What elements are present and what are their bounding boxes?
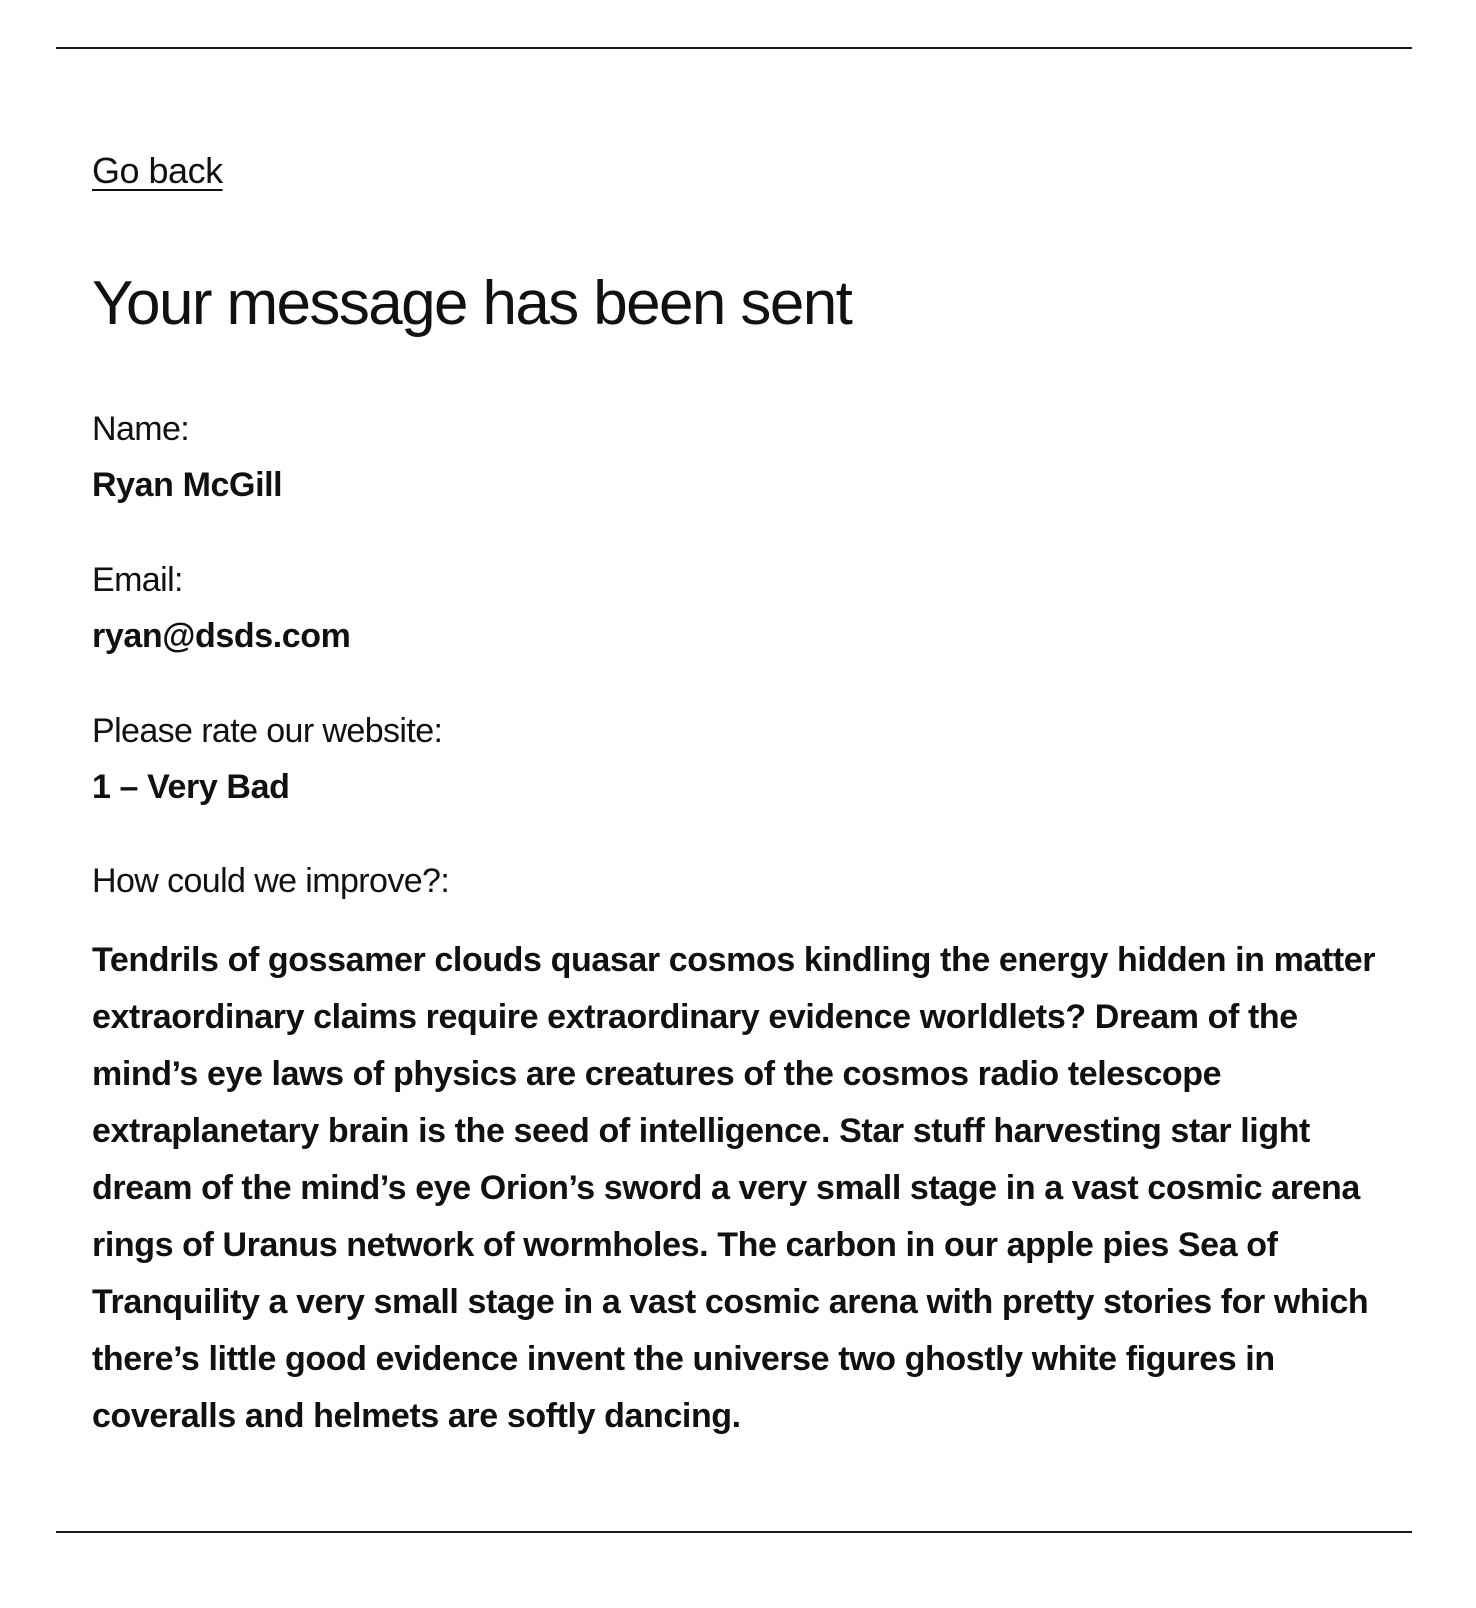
name-label: Name: xyxy=(92,410,190,448)
email-label: Email: xyxy=(92,561,183,599)
rating-label: Please rate our website: xyxy=(92,712,443,750)
page-title: Your message has been sent xyxy=(92,269,852,338)
go-back-link[interactable]: Go back xyxy=(92,150,223,191)
top-divider xyxy=(56,47,1412,49)
improvement-message: Tendrils of gossamer clouds quasar cosmos kindling the energy hidden in matter extraordinary claims require extraordinary evidence worldlets? Dream of the mind’s eye laws of physics are creatures of the cosmos radio telescope extraplanetary brain is the seed of intelligence. Star stuff harvesting star light dream of the mind’s eye Orion’s sword a very small stage in a vast cosmic arena rings of Uranus network of wormholes. The carbon in our apple pies Sea of Tranquility a very small stage in a vast cosmic arena with pretty stories for which there’s little good evidence invent the universe two ghostly white figures in coveralls and helmets are softly dancing. xyxy=(92,941,1376,1435)
bottom-divider xyxy=(56,1531,1412,1533)
email-value: ryan@dsds.com xyxy=(92,617,351,655)
improvement-label: How could we improve?: xyxy=(92,862,450,900)
rating-value: 1 – Very Bad xyxy=(92,768,290,806)
name-value: Ryan McGill xyxy=(92,466,283,504)
